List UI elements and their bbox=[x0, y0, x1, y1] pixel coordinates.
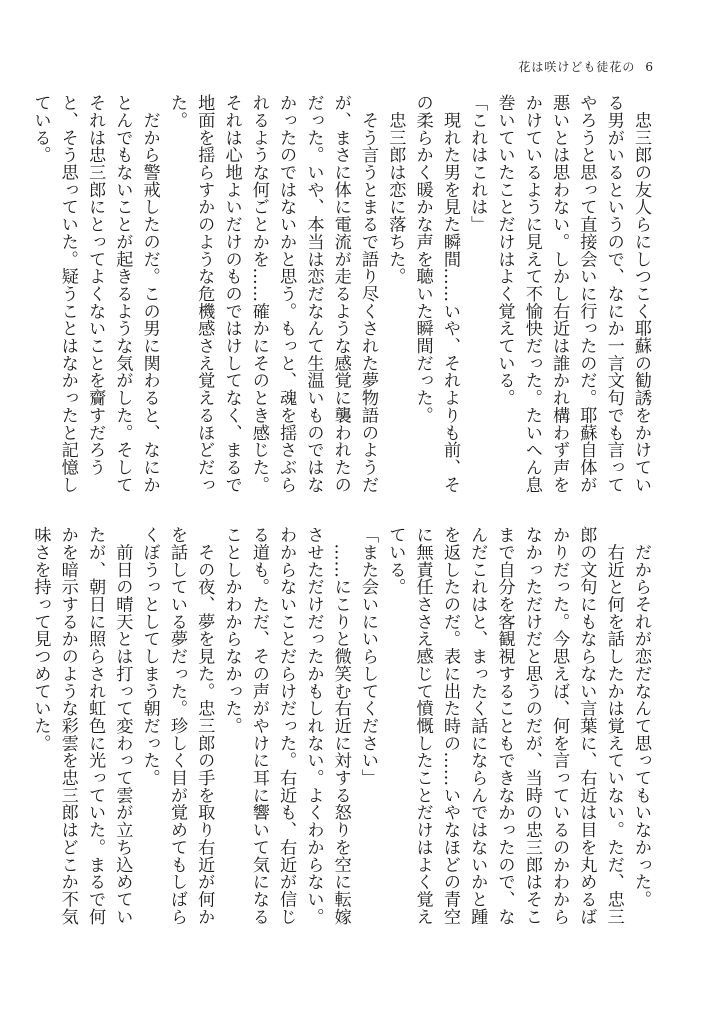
lower-text-block bbox=[30, 526, 654, 942]
paragraph: だからそれが恋だなんて思ってもいなかった。 bbox=[631, 526, 651, 908]
paragraph: 「これはこれは」 bbox=[467, 94, 488, 233]
paragraph: その夜、夢を見た。忠三郎の手を取り右近が何かを話している夢だった。珍しく目が覚めてもしばらくぼうっとしてしまう朝だった。 bbox=[139, 526, 215, 926]
paragraph: ……にこりと微笑む右近に対する怒りを空に転嫁させただけだったかもしれない。よくわからない。わからないことだらけだった。右近も、右近が信じる道も。ただ、その声がやけに耳に響いて気になることしかわからなかった。 bbox=[221, 526, 351, 926]
paragraph: 「また会いにいらしてください」 bbox=[358, 526, 379, 787]
paragraph: だから警戒したのだ。この男に関わると、なにかとんでもないことが起きるような気がした。そしてそれは忠三郎にとってよくないことを齎すだろうと、そう思っていた。疑うことはなかったと記憶している。 bbox=[30, 94, 160, 494]
running-header bbox=[518, 58, 654, 75]
upper-text-block bbox=[30, 94, 654, 510]
paragraph: そう言うとまるで語り尽くされた夢物語のようだが、まさに体に電流が走るような感覚に襲われたのだった。いや、本当は恋だなんて生温いものではなかったのではないかと思う。もっと、魂を揺さぶられるような何ごとかを……確かにそのとき感じた。それは心地よいだけのものではけしてなく、まるで地面を揺らすかのような危機感さえ覚えるほどだった。 bbox=[166, 94, 379, 494]
paragraph: 現れた男を見た瞬間……いや、それよりも前、その柔らかく暖かな声を聴いた瞬間だった。 bbox=[412, 94, 460, 494]
book-title: 花は咲けども徒花の bbox=[518, 60, 636, 74]
paragraph: 前日の晴天とは打って変わって雲が立ち込めていたが、朝日に照らされ虹色に光っていた。まるで何かを暗示するかのような彩雲を忠三郎はどこか不気味さを持って見つめていた。 bbox=[30, 526, 133, 926]
paragraph: 忠三郎は恋に落ちた。 bbox=[385, 94, 406, 285]
paragraph: 右近と何を話したかは覚えていない。ただ、忠三郎の文句にもならない言葉に、右近は目を丸めるばかりだった。今思えば、何を言っているのかわからなかっただけだと思うのだが、当時の忠三郎はそこまで自分を客観視することもできなかったので、なんだこれはと、まったく話にならんではないかと踵を返したのだ。表に出た時の……いやなほどの青空に無責任ささえ感じて憤慨したことだけはよく覚えている。 bbox=[385, 526, 624, 926]
paragraph: 忠三郎の友人らにしつこく耶蘇の勧誘をかけている男がいるというので、なにか一言文句でも言ってやろうと思って直接会いに行ったのだ。耶蘇自体が悪いとは思わない。しかし右近は誰かれ構わず声をかけているように見えて不愉快だった。たいへん息巻いていたことだけはよく覚えている。 bbox=[494, 94, 651, 494]
page-number: 6 bbox=[645, 60, 654, 74]
